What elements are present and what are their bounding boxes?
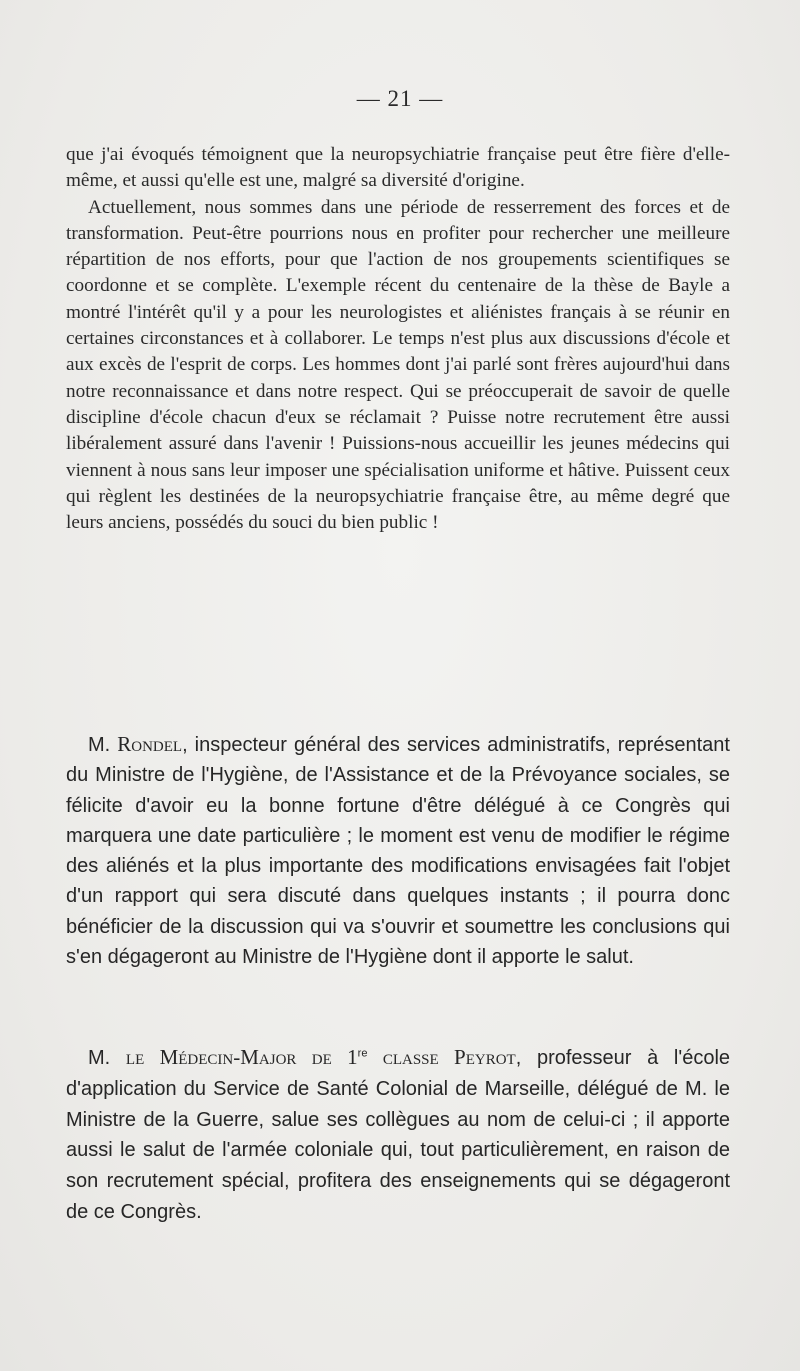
paragraph-peyrot: [66, 1042, 730, 1228]
speaker-class: classe: [367, 1045, 455, 1069]
ordinal-superscript: re: [357, 1047, 368, 1060]
speaker-title: le Médecin-Major de 1: [125, 1045, 358, 1069]
paragraph-continuation: que j'ai évoqués témoignent que la neuropsychiatrie française peut être fière d'elle-même, et aussi qu'elle est une, malgré sa diversité d'origine.: [66, 144, 730, 192]
page-number: — 21 —: [356, 86, 444, 111]
rondel-statement: [66, 729, 730, 972]
peyrot-statement: [66, 1042, 730, 1228]
paragraph-rondel: [66, 729, 730, 972]
speaker-name-peyrot: Peyrot: [454, 1045, 516, 1069]
rondel-text: , inspecteur général des services administratifs, représentant du Ministre de l'Hygiène, de l'Assistance et de la Prévoyance sociales, se félicite d'avoir eu la bonne fortune d'être délégué à ce Congrès qui marquera une date particulière ; le moment est venu de modifier le régime des aliénés et la plus importante des modifications envisagées fait l'objet d'un rapport qui sera discuté dans quelques instants ; il pourra donc bénéficier de la discussion qui va s'ouvrir et soumettre les conclusions qui s'en dégageront au Ministre de l'Hygiène dont il apporte le salut.: [66, 734, 730, 969]
speech-continuation: [66, 142, 730, 536]
speaker-prefix: M.: [88, 734, 118, 756]
speaker-name-rondel: Rondel: [117, 732, 183, 756]
peyrot-text: , professeur à l'école d'application du Service de Santé Colonial de Marseille, délégué de M. le Ministre de la Guerre, salue ses collègues au nom de celui-ci ; il apporte aussi le salut de l'armée coloniale qui, tout particulièrement, en raison de son recrutement spécial, profitera des enseignements qui se dégageront de ce Congrès.: [66, 1047, 731, 1223]
paragraph-current-period: Actuellement, nous sommes dans une période de resserrement des forces et de transformation. Peut-être pourrions nous en profiter pour rechercher une meilleure répartition de nos efforts, pour que l'action de nos groupements scientifiques se coordonne et se complète. L'exemple récent du centenaire de la thèse de Bayle a montré l'intérêt qu'il y a pour les neurologistes et aliénistes français à se réunir en certaines circonstances et à collaborer. Le temps n'est plus aux discussions d'école et aux excès de l'esprit de corps. Les hommes dont j'ai parlé sont frères aujourd'hui dans notre reconnaissance et dans notre respect. Qui se préoccuperait de savoir de quelle discipline d'école chacun d'eux se réclamait ? Puisse notre recrutement être aussi libéralement assuré dans l'avenir ! Puissions-nous accueillir les jeunes médecins qui viennent à nous sans leur imposer une spécialisation uniforme et hâtive. Puissent ceux qui règlent les destinées de la neuropsychiatrie française être, au même degré que leurs anciens, possédés du souci du bien public !: [66, 196, 730, 534]
speaker-prefix: M.: [88, 1047, 126, 1069]
